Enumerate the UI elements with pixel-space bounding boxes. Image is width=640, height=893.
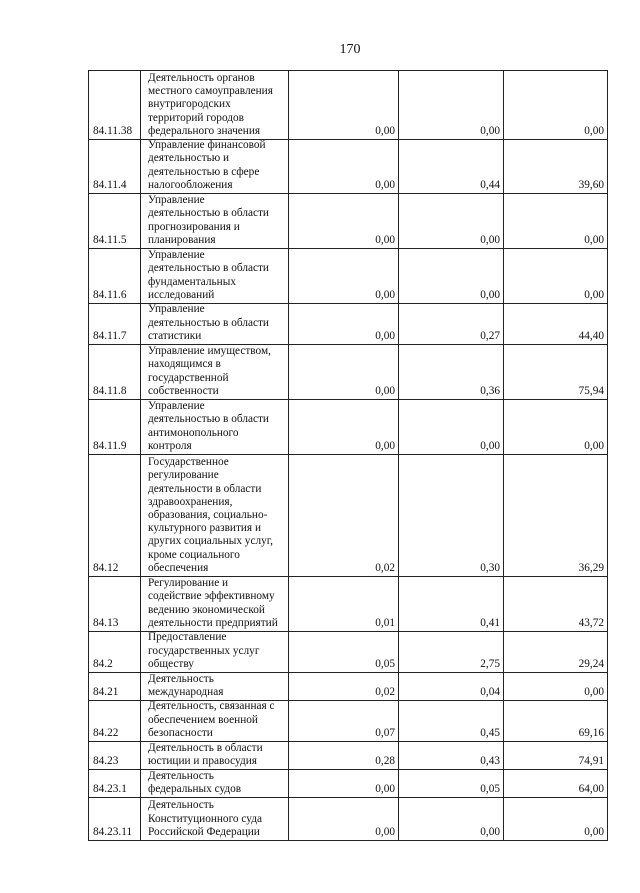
name-cell: Управление деятельностью в области прогнозирования и планирования <box>141 194 289 248</box>
value-cell-2: 0,41 <box>399 577 504 631</box>
name-cell: Деятельность органов местного самоуправления внутригородских территорий городов федерального значения <box>141 71 289 139</box>
value-cell-2: 0,00 <box>399 249 504 303</box>
table-row <box>88 249 608 304</box>
value-cell-2: 0,36 <box>399 345 504 399</box>
value-cell-3: 69,16 <box>504 701 608 741</box>
name-cell: Государственное регулирование деятельности в области здравоохранения, образования, социально- культурного развития и других социальных услуг, кроме социального обеспечения <box>141 455 289 576</box>
table-row <box>88 140 608 194</box>
value-cell-3: 0,00 <box>504 673 608 700</box>
name-cell: Предоставление государственных услуг обществу <box>141 632 289 672</box>
name-cell: Управление деятельностью в области статистики <box>141 304 289 344</box>
value-cell-3: 64,00 <box>504 770 608 797</box>
code-cell: 84.2 <box>88 632 141 672</box>
value-cell-1: 0,05 <box>289 632 399 672</box>
name-cell: Деятельность федеральных судов <box>141 770 289 797</box>
table-row <box>88 400 608 455</box>
value-cell-2: 0,27 <box>399 304 504 344</box>
value-cell-2: 0,43 <box>399 742 504 769</box>
value-cell-1: 0,02 <box>289 455 399 576</box>
data-table <box>88 70 608 841</box>
table-row <box>88 770 608 798</box>
value-cell-1: 0,00 <box>289 345 399 399</box>
value-cell-2: 0,05 <box>399 770 504 797</box>
code-cell: 84.11.9 <box>88 400 141 454</box>
name-cell: Управление деятельностью в области фундаментальных исследований <box>141 249 289 303</box>
value-cell-2: 0,00 <box>399 194 504 248</box>
value-cell-3: 44,40 <box>504 304 608 344</box>
code-cell: 84.11.6 <box>88 249 141 303</box>
name-cell: Управление финансовой деятельностью и деятельностью в сфере налогообложения <box>141 140 289 193</box>
value-cell-2: 0,44 <box>399 140 504 193</box>
value-cell-2: 0,00 <box>399 71 504 139</box>
name-cell: Управление деятельностью в области антимонопольного контроля <box>141 400 289 454</box>
value-cell-3: 43,72 <box>504 577 608 631</box>
code-cell: 84.12 <box>88 455 141 576</box>
value-cell-3: 74,91 <box>504 742 608 769</box>
code-cell: 84.13 <box>88 577 141 631</box>
value-cell-1: 0,00 <box>289 71 399 139</box>
value-cell-1: 0,00 <box>289 304 399 344</box>
value-cell-1: 0,00 <box>289 798 399 840</box>
table-row <box>88 455 608 577</box>
table-row <box>88 673 608 701</box>
code-cell: 84.21 <box>88 673 141 700</box>
value-cell-2: 0,00 <box>399 400 504 454</box>
name-cell: Деятельность Конституционного суда Российской Федерации <box>141 798 289 840</box>
table-row <box>88 345 608 400</box>
table-row <box>88 742 608 770</box>
code-cell: 84.11.7 <box>88 304 141 344</box>
code-cell: 84.11.38 <box>88 71 141 139</box>
code-cell: 84.11.8 <box>88 345 141 399</box>
code-cell: 84.23.1 <box>88 770 141 797</box>
table-row <box>88 577 608 632</box>
value-cell-1: 0,01 <box>289 577 399 631</box>
value-cell-2: 0,30 <box>399 455 504 576</box>
name-cell: Деятельность в области юстиции и правосудия <box>141 742 289 769</box>
value-cell-1: 0,07 <box>289 701 399 741</box>
value-cell-3: 29,24 <box>504 632 608 672</box>
value-cell-3: 0,00 <box>504 71 608 139</box>
value-cell-3: 0,00 <box>504 249 608 303</box>
code-cell: 84.11.4 <box>88 140 141 193</box>
value-cell-1: 0,28 <box>289 742 399 769</box>
value-cell-1: 0,00 <box>289 194 399 248</box>
value-cell-2: 0,00 <box>399 798 504 840</box>
code-cell: 84.11.5 <box>88 194 141 248</box>
table-row <box>88 701 608 742</box>
value-cell-1: 0,00 <box>289 400 399 454</box>
value-cell-2: 0,04 <box>399 673 504 700</box>
value-cell-3: 36,29 <box>504 455 608 576</box>
value-cell-3: 75,94 <box>504 345 608 399</box>
page-number: 170 <box>339 42 361 57</box>
value-cell-3: 39,60 <box>504 140 608 193</box>
value-cell-1: 0,02 <box>289 673 399 700</box>
value-cell-1: 0,00 <box>289 249 399 303</box>
name-cell: Деятельность международная <box>141 673 289 700</box>
value-cell-2: 0,45 <box>399 701 504 741</box>
value-cell-2: 2,75 <box>399 632 504 672</box>
code-cell: 84.23.11 <box>88 798 141 840</box>
name-cell: Управление имуществом, находящимся в государственной собственности <box>141 345 289 399</box>
table-row <box>88 71 608 140</box>
table-row <box>88 304 608 345</box>
value-cell-1: 0,00 <box>289 140 399 193</box>
value-cell-1: 0,00 <box>289 770 399 797</box>
value-cell-3: 0,00 <box>504 400 608 454</box>
name-cell: Регулирование и содействие эффективному ведению экономической деятельности предприятий <box>141 577 289 631</box>
value-cell-3: 0,00 <box>504 798 608 840</box>
table-row <box>88 632 608 673</box>
code-cell: 84.23 <box>88 742 141 769</box>
value-cell-3: 0,00 <box>504 194 608 248</box>
table-row <box>88 798 608 841</box>
code-cell: 84.22 <box>88 701 141 741</box>
table-row <box>88 194 608 249</box>
name-cell: Деятельность, связанная с обеспечением военной безопасности <box>141 701 289 741</box>
